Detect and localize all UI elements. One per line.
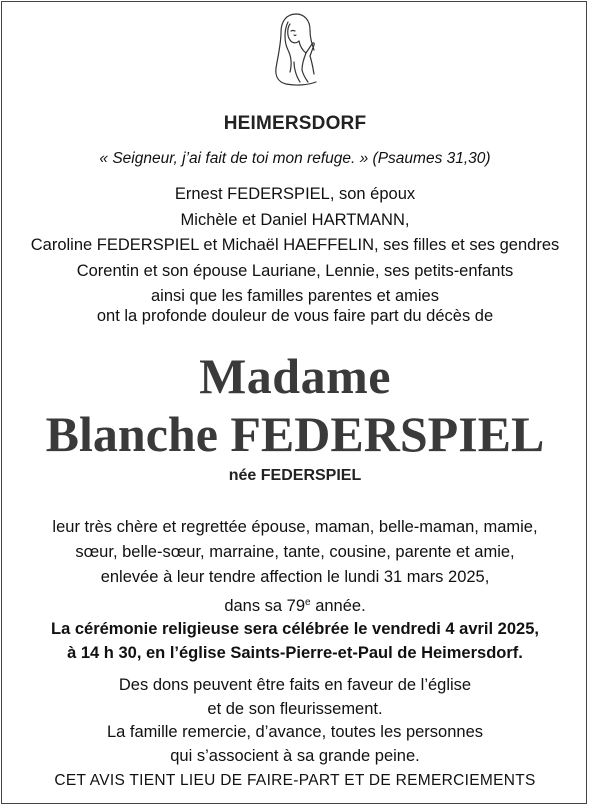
donations-block — [2, 674, 587, 768]
donations-line: Des dons peuvent être faits en faveur de l’église — [118, 676, 472, 694]
age-suffix: année. — [310, 597, 366, 615]
age-line — [2, 590, 587, 619]
maiden-name: née FEDERSPIEL — [228, 467, 362, 484]
donations-line: La famille remercie, d’avance, toutes les personnes — [106, 723, 484, 741]
family-line: Corentin et son épouse Lauriane, Lennie, ses petits-enfants — [76, 261, 514, 280]
deceased-title: Madame — [199, 348, 391, 404]
family-line: Michèle et Daniel HARTMANN, — [180, 210, 410, 229]
town-heading: HEIMERSDORF — [223, 113, 367, 134]
family-list — [2, 182, 587, 310]
ceremony-block — [2, 617, 587, 665]
announcement-intro: ont la profonde douleur de vous faire part du décès de — [96, 307, 494, 325]
footer-notice: CET AVIS TIENT LIEU DE FAIRE-PART ET DE REMERCIEMENTS — [54, 772, 536, 789]
deceased-name: Blanche FEDERSPIEL — [45, 406, 545, 462]
age-prefix: dans sa 79 — [224, 597, 306, 615]
description-line: enlevée à leur tendre affection le lundi 31 mars 2025, — [100, 568, 490, 586]
psalm-quote: « Seigneur, j’ai fait de toi mon refuge. » (Psaumes 31,30) — [99, 150, 491, 167]
family-line: Ernest FEDERSPIEL, son époux — [174, 185, 416, 203]
family-line: ainsi que les familles parentes et amies — [151, 287, 439, 305]
ceremony-line: La cérémonie religieuse sera célébrée le vendredi 4 avril 2025, — [51, 620, 539, 638]
donations-line: et de son fleurissement. — [207, 699, 383, 718]
donations-line: qui s’associent à sa grande peine. — [170, 746, 420, 765]
obituary-notice — [1, 1, 587, 804]
age-superscript: e — [305, 597, 311, 608]
praying-virgin-icon — [272, 10, 322, 90]
description-block — [2, 515, 587, 619]
family-line: Caroline FEDERSPIEL et Michaël HAEFFELIN, ses filles et ses gendres — [30, 236, 560, 254]
ceremony-line: à 14 h 30, en l’église Saints-Pierre-et-Paul de Heimersdorf. — [67, 644, 523, 662]
description-line: sœur, belle-sœur, marraine, tante, cousine, parente et amie, — [75, 543, 515, 561]
description-line: leur très chère et regrettée épouse, maman, belle-maman, mamie, — [52, 518, 538, 536]
